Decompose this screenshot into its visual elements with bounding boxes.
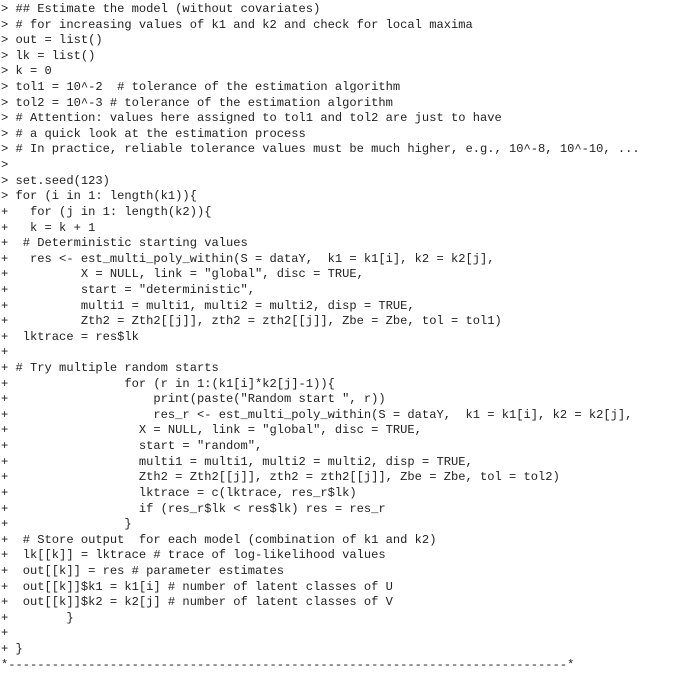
console-line: + Zth2 = Zth2[[j]], zth2 = zth2[[j]], Zbe = Zbe, tol = tol2) — [1, 470, 560, 485]
console-line: > — [1, 158, 9, 173]
console-line: + start = "random", — [1, 439, 263, 454]
console-line: + if (res_r$lk < res$lk) res = res_r — [1, 501, 386, 516]
console-line: + res_r <- est_multi_poly_within(S = dataY, k1 = k1[i], k2 = k2[j], — [1, 407, 633, 422]
console-line: + # Try multiple random starts — [1, 361, 219, 376]
console-line: + X = NULL, link = "global", disc = TRUE, — [1, 423, 422, 438]
console-line: + } — [1, 610, 74, 625]
console-line: > tol1 = 10^-2 # tolerance of the estimation algorithm — [1, 80, 401, 95]
console-line: + — [1, 345, 9, 360]
console-line: > ## Estimate the model (without covariates) — [1, 2, 321, 16]
console-line: + # Deterministic starting values — [1, 236, 248, 251]
console-line: + for (r in 1:(k1[i]*k2[j]-1)){ — [1, 376, 335, 391]
console-line: > # Attention: values here assigned to tol1 and tol2 are just to have — [1, 111, 502, 126]
console-line: + res <- est_multi_poly_within(S = dataY, k1 = k1[i], k2 = k2[j], — [1, 251, 495, 266]
console-line: + start = "deterministic", — [1, 282, 256, 297]
console-line: + multi1 = multi1, multi2 = multi2, disp = TRUE, — [1, 298, 415, 313]
console-line: + multi1 = multi1, multi2 = multi2, disp = TRUE, — [1, 454, 473, 469]
console-line: + lk[[k]] = lktrace # trace of log-likelihood values — [1, 548, 386, 563]
console-line: > # In practice, reliable tolerance values must be much higher, e.g., 10^-8, 10^-10, ... — [1, 142, 640, 157]
console-line: + X = NULL, link = "global", disc = TRUE, — [1, 267, 364, 282]
console-line: > lk = list() — [1, 48, 96, 63]
console-line: + Zth2 = Zth2[[j]], zth2 = zth2[[j]], Zbe = Zbe, tol = tol1) — [1, 314, 502, 329]
console-line: + out[[k]]$k2 = k2[j] # number of latent classes of V — [1, 595, 393, 610]
console-line: > for (i in 1: length(k1)){ — [1, 189, 197, 204]
console-line: + print(paste("Random start ", r)) — [1, 392, 386, 407]
console-line: + lktrace = res$lk — [1, 329, 139, 344]
console-line: > set.seed(123) — [1, 173, 110, 188]
console-line: + out[[k]]$k1 = k1[i] # number of latent classes of U — [1, 579, 393, 594]
console-line: > k = 0 — [1, 64, 52, 79]
console-line: > tol2 = 10^-3 # tolerance of the estimation algorithm — [1, 95, 393, 110]
console-line: > out = list() — [1, 33, 103, 48]
console-line: + for (j in 1: length(k2)){ — [1, 204, 212, 219]
console-line: > # a quick look at the estimation process — [1, 126, 306, 141]
console-line: + lktrace = c(lktrace, res_r$lk) — [1, 485, 357, 500]
console-line: + # Store output for each model (combination of k1 and k2) — [1, 532, 437, 547]
console-line: + k = k + 1 — [1, 220, 96, 235]
console-line: + — [1, 626, 9, 641]
console-line: *-----------------------------------------------------------------------------* — [1, 657, 575, 672]
console-line: > # for increasing values of k1 and k2 and check for local maxima — [1, 17, 473, 32]
console-line: + } — [1, 517, 132, 532]
console-line: + } — [1, 641, 23, 656]
console-line: + out[[k]] = res # parameter estimates — [1, 563, 285, 578]
